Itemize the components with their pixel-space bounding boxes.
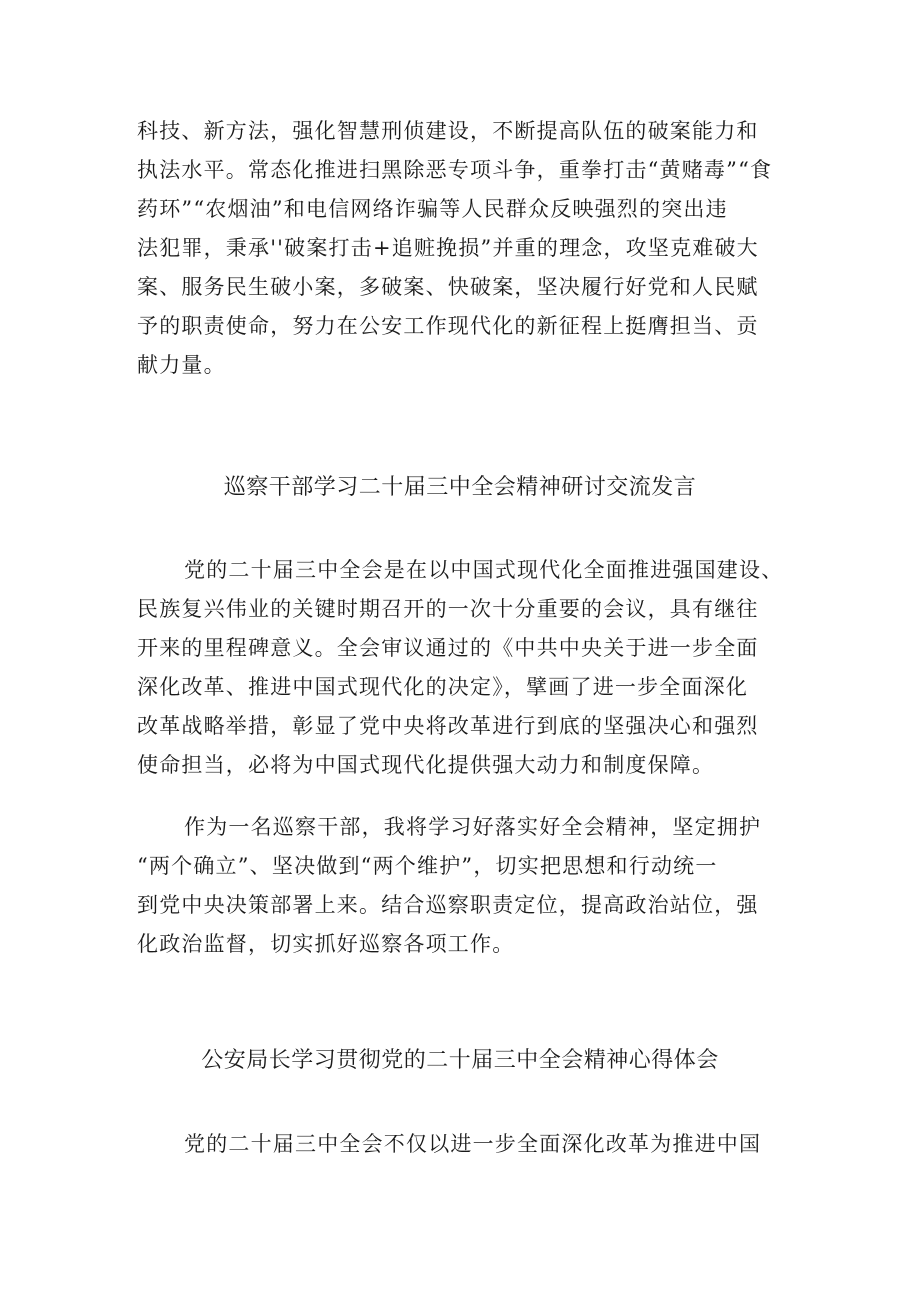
paragraph-line: 党的二十届三中全会不仅以进一步全面深化改革为推进中国	[184, 1132, 762, 1156]
paragraph-line: 科技、新方法，强化智慧刑侦建设，不断提高队伍的破案能力和	[137, 119, 759, 143]
paragraph-line: 执法水平。常态化推进扫黑除恶专项斗争，重拳打击“黄赌毒”“食	[137, 158, 773, 182]
paragraph-line: 党的二十届三中全会是在以中国式现代化全面推进强国建设、	[184, 558, 784, 582]
paragraph-line: “两个确立”、坚决做到“两个维护”，切实把思想和行动统一	[137, 854, 718, 878]
paragraph-line: 到党中央决策部署上来。结合巡察职责定位，提高政治站位，强	[137, 893, 759, 917]
paragraph-line: 民族复兴伟业的关键时期召开的一次十分重要的会议，具有继往	[137, 597, 759, 621]
paragraph-line: 作为一名巡察干部，我将学习好落实好全会精神，坚定拥护	[184, 815, 762, 839]
paragraph-line: 深化改革、推进中国式现代化的决定》，擘画了进一步全面深化	[137, 675, 749, 699]
paragraph-line: 献力量。	[137, 353, 226, 377]
paragraph-line: 案、服务民生破小案，多破案、快破案，坚决履行好党和人民赋	[137, 275, 759, 299]
section-heading: 公安局长学习贯彻党的二十届三中全会精神心得体会	[201, 1048, 719, 1073]
paragraph-line: 使命担当，必将为中国式现代化提供强大动力和制度保障。	[137, 753, 715, 777]
paragraph-line: 予的职责使命，努力在公安工作现代化的新征程上挺膺担当、贡	[137, 314, 759, 338]
paragraph-line: 化政治监督，切实抓好巡察各项工作。	[137, 932, 515, 956]
paragraph-line: 药环”“农烟油”和电信网络诈骗等人民群众反映强烈的突出违	[137, 197, 728, 221]
paragraph-line: 开来的里程碑意义。全会审议通过的《中共中央关于进一步全面	[137, 636, 759, 660]
section-heading: 巡察干部学习二十届三中全会精神研讨交流发言	[223, 475, 697, 500]
paragraph-line: 改革战略举措，彰显了党中央将改革进行到底的坚强决心和强烈	[137, 714, 759, 738]
paragraph-line: 法犯罪，秉承''破案打击+追赃挽损”并重的理念，攻坚克难破大	[137, 236, 759, 260]
